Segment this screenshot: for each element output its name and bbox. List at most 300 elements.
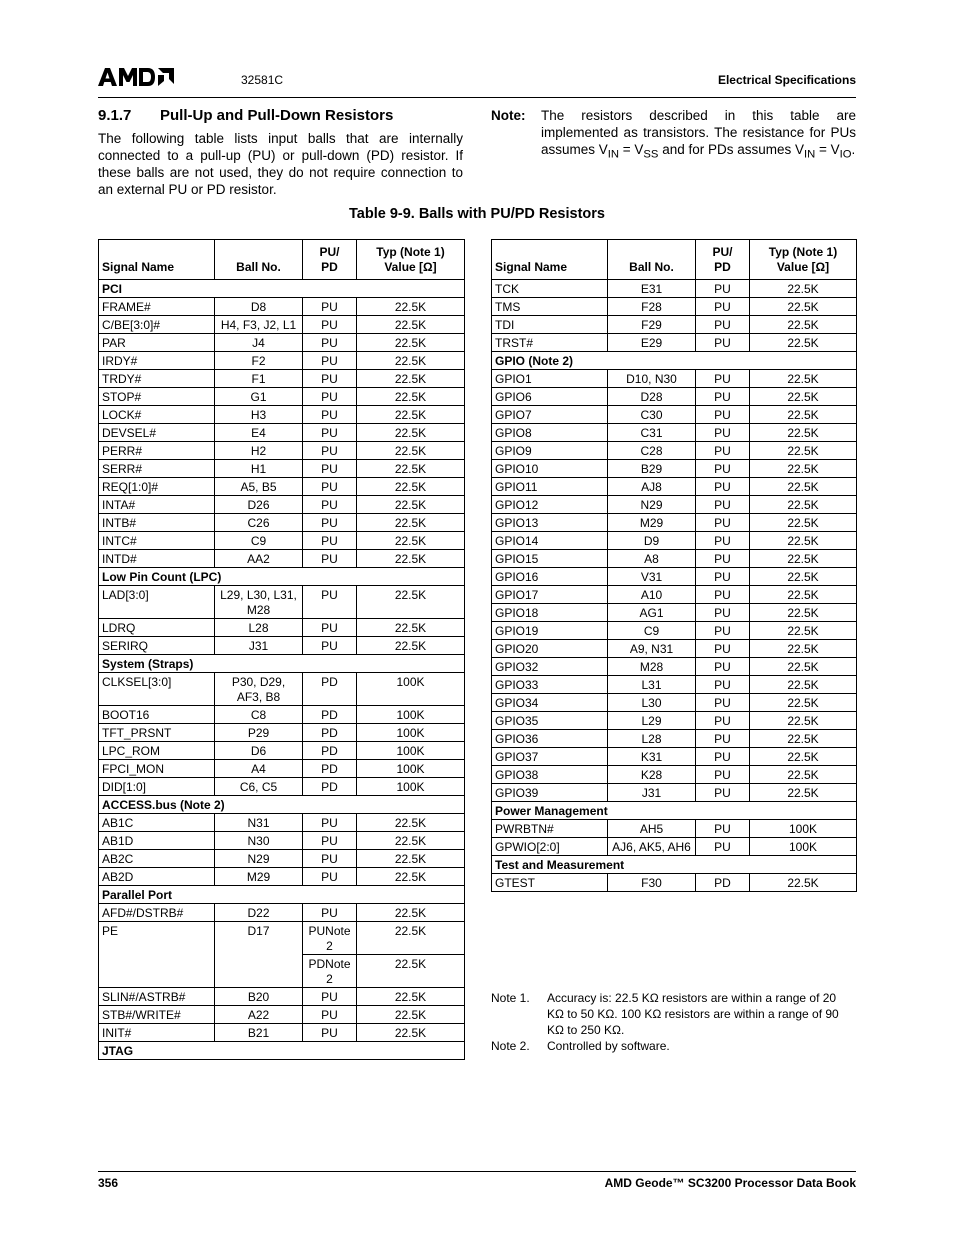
ball-cell: F30 bbox=[608, 874, 696, 892]
pu-pd-cell: PU bbox=[303, 619, 357, 637]
pu-pd-cell: PU bbox=[696, 622, 750, 640]
pu-pd-cell: PDNote 2 bbox=[303, 955, 357, 988]
table-row bbox=[99, 316, 465, 334]
ball-cell: D8 bbox=[215, 298, 303, 316]
table-row bbox=[99, 352, 465, 370]
value-cell: 22.5K bbox=[357, 550, 465, 568]
pu-pd-cell: PU bbox=[696, 676, 750, 694]
value-cell: 100K bbox=[750, 820, 857, 838]
ball-cell: B20 bbox=[215, 988, 303, 1006]
value-cell: 22.5K bbox=[750, 478, 857, 496]
table-row bbox=[492, 586, 857, 604]
value-cell: 22.5K bbox=[750, 568, 857, 586]
value-cell: 22.5K bbox=[750, 496, 857, 514]
value-cell: 22.5K bbox=[357, 316, 465, 334]
table-caption: Table 9-9. Balls with PU/PD Resistors bbox=[349, 206, 605, 222]
ball-cell: K31 bbox=[608, 748, 696, 766]
signal-cell: GPIO18 bbox=[492, 604, 608, 622]
ball-cell: C6, C5 bbox=[215, 778, 303, 796]
signal-cell: FPCI_MON bbox=[99, 760, 215, 778]
table-row bbox=[492, 298, 857, 316]
ball-cell: P30, D29, AF3, B8 bbox=[215, 673, 303, 706]
signal-cell: PERR# bbox=[99, 442, 215, 460]
table-row bbox=[492, 532, 857, 550]
ball-cell: A22 bbox=[215, 1006, 303, 1024]
ball-cell: L28 bbox=[215, 619, 303, 637]
table-row bbox=[492, 334, 857, 352]
table-row bbox=[492, 640, 857, 658]
value-cell: 22.5K bbox=[750, 712, 857, 730]
signal-cell: AFD#/DSTRB# bbox=[99, 904, 215, 922]
ball-cell: C9 bbox=[608, 622, 696, 640]
value-cell: 22.5K bbox=[357, 460, 465, 478]
pu-pd-cell: PU bbox=[303, 442, 357, 460]
section-heading bbox=[98, 107, 393, 124]
pu-pd-cell: PU bbox=[696, 406, 750, 424]
pu-pd-cell: PU bbox=[303, 370, 357, 388]
value-cell: 22.5K bbox=[357, 370, 465, 388]
table-row bbox=[492, 496, 857, 514]
value-cell: 22.5K bbox=[750, 730, 857, 748]
signal-cell: PE bbox=[99, 922, 215, 988]
section-name: Electrical Specifications bbox=[717, 73, 856, 87]
doc-number: 32581C bbox=[241, 73, 284, 87]
signal-cell: INTC# bbox=[99, 532, 215, 550]
ball-cell: H1 bbox=[215, 460, 303, 478]
value-cell: 22.5K bbox=[750, 460, 857, 478]
value-cell: 22.5K bbox=[750, 280, 857, 298]
table-row bbox=[492, 820, 857, 838]
ball-cell: M29 bbox=[215, 868, 303, 886]
ball-cell: B21 bbox=[215, 1024, 303, 1042]
signal-cell: FRAME# bbox=[99, 298, 215, 316]
value-cell: 22.5K bbox=[357, 904, 465, 922]
table-row bbox=[99, 868, 465, 886]
table-row bbox=[99, 673, 465, 706]
right-table bbox=[491, 239, 857, 892]
value-cell: 22.5K bbox=[357, 850, 465, 868]
table-row bbox=[492, 604, 857, 622]
table-row bbox=[99, 532, 465, 550]
table-row bbox=[99, 814, 465, 832]
ball-cell: G1 bbox=[215, 388, 303, 406]
signal-cell: GPIO14 bbox=[492, 532, 608, 550]
header-divider bbox=[98, 97, 856, 98]
pu-pd-cell: PU bbox=[696, 604, 750, 622]
amd-logo bbox=[98, 66, 174, 93]
signal-cell: GPIO35 bbox=[492, 712, 608, 730]
signal-cell: GPIO13 bbox=[492, 514, 608, 532]
table-row bbox=[99, 742, 465, 760]
value-cell: 22.5K bbox=[750, 766, 857, 784]
table-row bbox=[492, 388, 857, 406]
group-heading: System (Straps) bbox=[99, 655, 465, 673]
ball-cell: F28 bbox=[608, 298, 696, 316]
signal-cell: GPIO8 bbox=[492, 424, 608, 442]
table-row bbox=[99, 724, 465, 742]
value-cell: 22.5K bbox=[357, 478, 465, 496]
table-row bbox=[99, 922, 465, 955]
signal-cell: LDRQ bbox=[99, 619, 215, 637]
table-row bbox=[99, 904, 465, 922]
signal-cell: GPIO1 bbox=[492, 370, 608, 388]
value-cell: 22.5K bbox=[357, 868, 465, 886]
ball-cell: D26 bbox=[215, 496, 303, 514]
table-row bbox=[99, 424, 465, 442]
pu-pd-cell: PU bbox=[303, 1024, 357, 1042]
value-cell: 100K bbox=[750, 838, 857, 856]
pu-pd-cell: PU bbox=[696, 478, 750, 496]
pu-pd-cell: PD bbox=[303, 673, 357, 706]
pu-pd-cell: PU bbox=[303, 832, 357, 850]
col-ball-no: Ball No. bbox=[215, 240, 303, 280]
signal-cell: TDI bbox=[492, 316, 608, 334]
ball-cell: C30 bbox=[608, 406, 696, 424]
value-cell: 100K bbox=[357, 760, 465, 778]
signal-cell: REQ[1:0]# bbox=[99, 478, 215, 496]
col-ball-no: Ball No. bbox=[608, 240, 696, 280]
col-typ-value: Typ (Note 1) Value [Ω] bbox=[357, 240, 465, 280]
table-row bbox=[492, 838, 857, 856]
table-row bbox=[492, 622, 857, 640]
signal-cell: LAD[3:0] bbox=[99, 586, 215, 619]
value-cell: 22.5K bbox=[357, 298, 465, 316]
pu-pd-cell: PU bbox=[696, 730, 750, 748]
value-cell: 22.5K bbox=[750, 424, 857, 442]
table-header-row bbox=[492, 240, 857, 280]
signal-cell: GPIO34 bbox=[492, 694, 608, 712]
signal-cell: GPIO32 bbox=[492, 658, 608, 676]
signal-cell: GPIO38 bbox=[492, 766, 608, 784]
signal-cell: GPIO20 bbox=[492, 640, 608, 658]
signal-cell: INTB# bbox=[99, 514, 215, 532]
table-row bbox=[492, 658, 857, 676]
pu-pd-cell: PU bbox=[303, 424, 357, 442]
ball-cell: AA2 bbox=[215, 550, 303, 568]
pu-pd-cell: PD bbox=[303, 742, 357, 760]
ball-cell: AJ6, AK5, AH6 bbox=[608, 838, 696, 856]
pu-pd-cell: PD bbox=[303, 724, 357, 742]
ball-cell: F29 bbox=[608, 316, 696, 334]
signal-cell: GPIO37 bbox=[492, 748, 608, 766]
ball-cell: H4, F3, J2, L1 bbox=[215, 316, 303, 334]
table-row bbox=[492, 442, 857, 460]
ball-cell: L31 bbox=[608, 676, 696, 694]
signal-cell: GPIO7 bbox=[492, 406, 608, 424]
pu-pd-cell: PU bbox=[303, 532, 357, 550]
value-cell: 22.5K bbox=[750, 676, 857, 694]
ball-cell: L30 bbox=[608, 694, 696, 712]
signal-cell: LOCK# bbox=[99, 406, 215, 424]
value-cell: 22.5K bbox=[750, 550, 857, 568]
value-cell: 22.5K bbox=[750, 640, 857, 658]
signal-cell: SLIN#/ASTRB# bbox=[99, 988, 215, 1006]
section-number: 9.1.7 bbox=[98, 107, 132, 124]
ball-cell: N30 bbox=[215, 832, 303, 850]
note-label: Note: bbox=[491, 108, 526, 123]
ball-cell: H2 bbox=[215, 442, 303, 460]
pu-pd-cell: PU bbox=[303, 460, 357, 478]
value-cell: 22.5K bbox=[750, 514, 857, 532]
pu-pd-cell: PU bbox=[303, 586, 357, 619]
signal-cell: TCK bbox=[492, 280, 608, 298]
ball-cell: A10 bbox=[608, 586, 696, 604]
pu-pd-cell: PU bbox=[696, 514, 750, 532]
ball-cell: P29 bbox=[215, 724, 303, 742]
footer-divider bbox=[98, 1171, 856, 1172]
pu-pd-cell: PU bbox=[303, 334, 357, 352]
ball-cell: N31 bbox=[215, 814, 303, 832]
ball-cell: C31 bbox=[608, 424, 696, 442]
signal-cell: BOOT16 bbox=[99, 706, 215, 724]
group-row bbox=[492, 802, 857, 820]
signal-cell: GPIO11 bbox=[492, 478, 608, 496]
ball-cell: F1 bbox=[215, 370, 303, 388]
pu-pd-cell: PU bbox=[303, 868, 357, 886]
group-heading: GPIO (Note 2) bbox=[492, 352, 857, 370]
col-signal-name: Signal Name bbox=[99, 240, 215, 280]
table-row bbox=[99, 706, 465, 724]
value-cell: 22.5K bbox=[750, 586, 857, 604]
signal-cell: GPIO16 bbox=[492, 568, 608, 586]
table-row bbox=[492, 316, 857, 334]
pu-pd-cell: PU bbox=[303, 904, 357, 922]
pu-pd-cell: PU bbox=[303, 637, 357, 655]
ball-cell: L29, L30, L31, M28 bbox=[215, 586, 303, 619]
pu-pd-cell: PU bbox=[303, 478, 357, 496]
value-cell: 22.5K bbox=[357, 814, 465, 832]
signal-cell: C/BE[3:0]# bbox=[99, 316, 215, 334]
table-row bbox=[99, 1024, 465, 1042]
ball-cell: D22 bbox=[215, 904, 303, 922]
pu-pd-cell: PD bbox=[303, 706, 357, 724]
col-pu-pd: PU/ PD bbox=[696, 240, 750, 280]
ball-cell: M28 bbox=[608, 658, 696, 676]
group-heading: Parallel Port bbox=[99, 886, 465, 904]
footnote-key: Note 1. bbox=[491, 991, 530, 1005]
table-row bbox=[492, 784, 857, 802]
group-row bbox=[99, 568, 465, 586]
signal-cell: GPIO36 bbox=[492, 730, 608, 748]
table-row bbox=[99, 514, 465, 532]
ball-cell: C9 bbox=[215, 532, 303, 550]
section-title: Pull-Up and Pull-Down Resistors bbox=[160, 107, 394, 124]
table-row bbox=[99, 832, 465, 850]
pu-pd-cell: PU bbox=[303, 850, 357, 868]
table-row bbox=[99, 760, 465, 778]
signal-cell: SERIRQ bbox=[99, 637, 215, 655]
table-row bbox=[492, 730, 857, 748]
group-heading: Low Pin Count (LPC) bbox=[99, 568, 465, 586]
col-typ-value: Typ (Note 1) Value [Ω] bbox=[750, 240, 857, 280]
table-row bbox=[99, 1006, 465, 1024]
left-table bbox=[98, 239, 465, 1060]
signal-cell: GPIO12 bbox=[492, 496, 608, 514]
ball-cell: C26 bbox=[215, 514, 303, 532]
pu-pd-cell: PU bbox=[696, 694, 750, 712]
table-row bbox=[492, 748, 857, 766]
pu-pd-cell: PU bbox=[696, 658, 750, 676]
pu-pd-cell: PD bbox=[303, 778, 357, 796]
ball-cell: A4 bbox=[215, 760, 303, 778]
table-row bbox=[99, 619, 465, 637]
ball-cell: K28 bbox=[608, 766, 696, 784]
table-row bbox=[492, 478, 857, 496]
pu-pd-cell: PU bbox=[696, 460, 750, 478]
value-cell: 22.5K bbox=[750, 442, 857, 460]
signal-cell: GPIO19 bbox=[492, 622, 608, 640]
pu-pd-cell: PU bbox=[303, 1006, 357, 1024]
signal-cell: AB2D bbox=[99, 868, 215, 886]
ball-cell: C28 bbox=[608, 442, 696, 460]
value-cell: 22.5K bbox=[750, 334, 857, 352]
signal-cell: GTEST bbox=[492, 874, 608, 892]
pu-pd-cell: PU bbox=[303, 406, 357, 424]
pu-pd-cell: PU bbox=[696, 586, 750, 604]
footnote-text: Controlled by software. bbox=[547, 1039, 670, 1053]
value-cell: 22.5K bbox=[357, 988, 465, 1006]
pu-pd-cell: PU bbox=[696, 532, 750, 550]
value-cell: 22.5K bbox=[357, 424, 465, 442]
value-cell: 22.5K bbox=[750, 604, 857, 622]
table-row bbox=[492, 514, 857, 532]
signal-cell: STB#/WRITE# bbox=[99, 1006, 215, 1024]
group-heading: PCI bbox=[99, 280, 465, 298]
table-row bbox=[99, 442, 465, 460]
ball-cell: C8 bbox=[215, 706, 303, 724]
value-cell: 22.5K bbox=[357, 532, 465, 550]
pu-pd-cell: PU bbox=[303, 550, 357, 568]
signal-cell: AB1D bbox=[99, 832, 215, 850]
table-row bbox=[99, 478, 465, 496]
value-cell: 22.5K bbox=[357, 1006, 465, 1024]
table-row bbox=[99, 334, 465, 352]
amd-logo-mark bbox=[98, 66, 174, 88]
pu-pd-cell: PU bbox=[696, 280, 750, 298]
pu-pd-cell: PU bbox=[696, 784, 750, 802]
ball-cell: AG1 bbox=[608, 604, 696, 622]
pu-pd-cell: PU bbox=[696, 316, 750, 334]
ball-cell: L29 bbox=[608, 712, 696, 730]
signal-cell: GPIO15 bbox=[492, 550, 608, 568]
pu-pd-cell: PU bbox=[696, 424, 750, 442]
pu-pd-cell: PU bbox=[303, 388, 357, 406]
signal-cell: AB2C bbox=[99, 850, 215, 868]
value-cell: 22.5K bbox=[750, 784, 857, 802]
ball-cell: A9, N31 bbox=[608, 640, 696, 658]
pu-pd-cell: PU bbox=[303, 316, 357, 334]
table-row bbox=[492, 280, 857, 298]
signal-cell: IRDY# bbox=[99, 352, 215, 370]
pu-pd-cell: PU bbox=[696, 568, 750, 586]
pu-pd-cell: PU bbox=[303, 496, 357, 514]
table-row bbox=[99, 586, 465, 619]
signal-cell: LPC_ROM bbox=[99, 742, 215, 760]
group-row bbox=[492, 352, 857, 370]
ball-cell: A8 bbox=[608, 550, 696, 568]
table-row bbox=[492, 460, 857, 478]
footnote-key: Note 2. bbox=[491, 1039, 530, 1053]
value-cell: 22.5K bbox=[357, 334, 465, 352]
pu-pd-cell: PU bbox=[696, 838, 750, 856]
group-heading: JTAG bbox=[99, 1042, 465, 1060]
signal-cell: GPIO10 bbox=[492, 460, 608, 478]
signal-cell: STOP# bbox=[99, 388, 215, 406]
ball-cell: AJ8 bbox=[608, 478, 696, 496]
note-text: The resistors described in this table are implemented as transistors. The resistance for PUs assumes $V_{IN} = V_{SS}$ and for PDs assumes $V_{IN} = V_{IO}$. bbox=[541, 108, 856, 161]
ball-cell: M29 bbox=[608, 514, 696, 532]
value-cell: 22.5K bbox=[750, 874, 857, 892]
signal-cell: GPIO17 bbox=[492, 586, 608, 604]
ball-cell: B29 bbox=[608, 460, 696, 478]
table-row bbox=[99, 388, 465, 406]
value-cell: 22.5K bbox=[750, 622, 857, 640]
pu-pd-cell: PD bbox=[303, 760, 357, 778]
ball-cell: D17 bbox=[215, 922, 303, 988]
intro-paragraph: The following table lists input balls that are internally connected to a pull-up (PU) or pull-down (PD) resistor. If these balls are not used, they do not require connection to an external PU or PD resistor. bbox=[98, 131, 463, 197]
group-row bbox=[99, 280, 465, 298]
group-heading: Test and Measurement bbox=[492, 856, 857, 874]
value-cell: 100K bbox=[357, 778, 465, 796]
table-row bbox=[99, 298, 465, 316]
value-cell: 22.5K bbox=[750, 658, 857, 676]
value-cell: 22.5K bbox=[357, 406, 465, 424]
signal-cell: TFT_PRSNT bbox=[99, 724, 215, 742]
ball-cell: J4 bbox=[215, 334, 303, 352]
value-cell: 22.5K bbox=[357, 514, 465, 532]
signal-cell: TRDY# bbox=[99, 370, 215, 388]
signal-cell: TMS bbox=[492, 298, 608, 316]
ball-cell: J31 bbox=[215, 637, 303, 655]
table-row bbox=[99, 406, 465, 424]
signal-cell: GPIO9 bbox=[492, 442, 608, 460]
value-cell: 22.5K bbox=[357, 442, 465, 460]
pu-pd-cell: PU bbox=[696, 298, 750, 316]
table-row bbox=[99, 850, 465, 868]
signal-cell: INTA# bbox=[99, 496, 215, 514]
signal-cell: AB1C bbox=[99, 814, 215, 832]
pu-pd-cell: PUNote 2 bbox=[303, 922, 357, 955]
ball-cell: D9 bbox=[608, 532, 696, 550]
value-cell: 22.5K bbox=[357, 388, 465, 406]
signal-cell: GPWIO[2:0] bbox=[492, 838, 608, 856]
table-row bbox=[492, 406, 857, 424]
value-cell: 22.5K bbox=[750, 748, 857, 766]
table-header-row bbox=[99, 240, 465, 280]
table-row bbox=[99, 988, 465, 1006]
table-row bbox=[99, 460, 465, 478]
value-cell: 100K bbox=[357, 742, 465, 760]
footnotes bbox=[491, 990, 856, 1054]
ball-cell: F2 bbox=[215, 352, 303, 370]
table-row bbox=[492, 694, 857, 712]
pu-pd-cell: PD bbox=[696, 874, 750, 892]
signal-cell: DEVSEL# bbox=[99, 424, 215, 442]
value-cell: 22.5K bbox=[357, 1024, 465, 1042]
ball-cell: L28 bbox=[608, 730, 696, 748]
col-pu-pd: PU/ PD bbox=[303, 240, 357, 280]
pu-pd-cell: PU bbox=[696, 442, 750, 460]
signal-cell: INIT# bbox=[99, 1024, 215, 1042]
pu-pd-cell: PU bbox=[303, 988, 357, 1006]
value-cell: 22.5K bbox=[750, 370, 857, 388]
pu-pd-cell: PU bbox=[696, 820, 750, 838]
ball-cell: E31 bbox=[608, 280, 696, 298]
pu-pd-cell: PU bbox=[303, 298, 357, 316]
ball-cell: N29 bbox=[215, 850, 303, 868]
table-row bbox=[99, 496, 465, 514]
table-row bbox=[99, 637, 465, 655]
